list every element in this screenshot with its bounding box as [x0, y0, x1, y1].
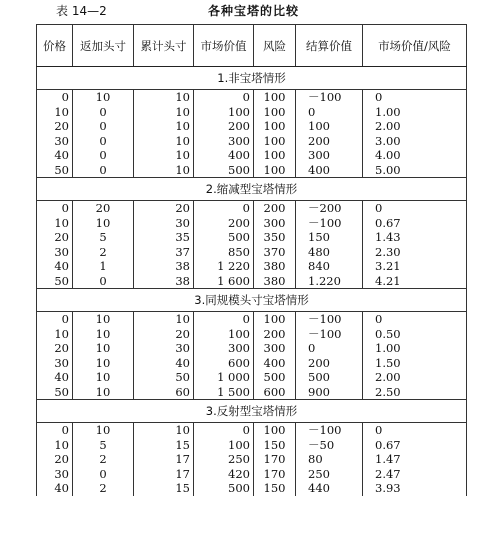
added-position-cell: 2 [73, 481, 134, 496]
added-position-cell: 2 [73, 245, 134, 260]
price-cell: 20 [37, 230, 73, 245]
cumulative-position-cell: 10 [134, 134, 194, 149]
added-position-cell: 5 [73, 438, 134, 453]
price-cell: 20 [37, 119, 73, 134]
market-value-cell: 200 [194, 216, 254, 231]
price-cell: 30 [37, 356, 73, 371]
cumulative-position-cell: 50 [134, 370, 194, 385]
cumulative-position-cell: 15 [134, 481, 194, 496]
market-value-cell: 100 [194, 327, 254, 342]
settlement-value-cell: 200 [296, 134, 363, 149]
cumulative-position-cell: 10 [134, 163, 194, 178]
section-title: 2.缩减型宝塔情形 [37, 178, 467, 201]
price-cell: 40 [37, 148, 73, 163]
risk-cell: 100 [254, 163, 296, 178]
header-row [37, 25, 467, 67]
settlement-value-cell: －100 [296, 312, 363, 327]
added-position-cell: 20 [73, 201, 134, 216]
settlement-value-cell: 1.220 [296, 274, 363, 289]
cumulative-position-cell: 15 [134, 438, 194, 453]
cumulative-position-cell: 20 [134, 201, 194, 216]
settlement-value-cell: 250 [296, 467, 363, 482]
market-value-cell: 500 [194, 230, 254, 245]
table-row [37, 481, 467, 496]
risk-cell: 150 [254, 481, 296, 496]
settlement-value-cell: －200 [296, 201, 363, 216]
value-risk-ratio-cell: 3.00 [363, 134, 467, 149]
market-value-cell: 0 [194, 423, 254, 438]
added-position-cell: 0 [73, 163, 134, 178]
value-risk-ratio-cell: 2.00 [363, 370, 467, 385]
added-position-cell: 10 [73, 90, 134, 105]
table-row [37, 163, 467, 178]
section-title: 3.反射型宝塔情形 [37, 400, 467, 423]
table-body [37, 67, 467, 496]
price-cell: 40 [37, 481, 73, 496]
added-position-cell: 5 [73, 230, 134, 245]
added-position-cell: 0 [73, 148, 134, 163]
added-position-cell: 0 [73, 467, 134, 482]
price-cell: 20 [37, 452, 73, 467]
table-row [37, 370, 467, 385]
added-position-cell: 10 [73, 423, 134, 438]
risk-cell: 100 [254, 148, 296, 163]
added-position-cell: 10 [73, 356, 134, 371]
settlement-value-cell: －50 [296, 438, 363, 453]
cumulative-position-cell: 10 [134, 148, 194, 163]
added-position-cell: 1 [73, 259, 134, 274]
settlement-value-cell: 0 [296, 341, 363, 356]
value-risk-ratio-cell: 0 [363, 312, 467, 327]
risk-cell: 200 [254, 327, 296, 342]
value-risk-ratio-cell: 1.47 [363, 452, 467, 467]
price-cell: 10 [37, 327, 73, 342]
risk-cell: 100 [254, 90, 296, 105]
risk-cell: 100 [254, 105, 296, 120]
market-value-cell: 0 [194, 90, 254, 105]
price-cell: 0 [37, 423, 73, 438]
price-cell: 0 [37, 201, 73, 216]
section-title: 1.非宝塔情形 [37, 67, 467, 90]
section-header-row [37, 67, 467, 90]
added-position-cell: 0 [73, 274, 134, 289]
risk-cell: 350 [254, 230, 296, 245]
table-row [37, 90, 467, 105]
value-risk-ratio-cell: 2.30 [363, 245, 467, 260]
table-row [37, 312, 467, 327]
settlement-value-cell: 100 [296, 119, 363, 134]
table-row [37, 423, 467, 438]
value-risk-ratio-cell: 0 [363, 90, 467, 105]
value-risk-ratio-cell: 4.21 [363, 274, 467, 289]
value-risk-ratio-cell: 1.00 [363, 341, 467, 356]
value-risk-ratio-cell: 1.00 [363, 105, 467, 120]
section-title: 3.同规模头寸宝塔情形 [37, 289, 467, 312]
header-market-value: 市场价值 [194, 25, 254, 67]
risk-cell: 150 [254, 438, 296, 453]
risk-cell: 170 [254, 452, 296, 467]
table-row [37, 327, 467, 342]
added-position-cell: 0 [73, 119, 134, 134]
value-risk-ratio-cell: 3.93 [363, 481, 467, 496]
risk-cell: 100 [254, 423, 296, 438]
pyramid-comparison-table [36, 24, 467, 496]
risk-cell: 100 [254, 119, 296, 134]
market-value-cell: 500 [194, 481, 254, 496]
table-title: 各种宝塔的比较 [208, 4, 300, 18]
risk-cell: 300 [254, 341, 296, 356]
value-risk-ratio-cell: 2.50 [363, 385, 467, 400]
market-value-cell: 400 [194, 148, 254, 163]
cumulative-position-cell: 17 [134, 452, 194, 467]
table-row [37, 259, 467, 274]
table-row [37, 452, 467, 467]
added-position-cell: 0 [73, 105, 134, 120]
price-cell: 40 [37, 259, 73, 274]
cumulative-position-cell: 38 [134, 274, 194, 289]
price-cell: 40 [37, 370, 73, 385]
market-value-cell: 300 [194, 341, 254, 356]
price-cell: 0 [37, 90, 73, 105]
table-row [37, 245, 467, 260]
added-position-cell: 10 [73, 327, 134, 342]
added-position-cell: 10 [73, 312, 134, 327]
price-cell: 0 [37, 312, 73, 327]
value-risk-ratio-cell: 2.00 [363, 119, 467, 134]
cumulative-position-cell: 35 [134, 230, 194, 245]
risk-cell: 100 [254, 312, 296, 327]
cumulative-position-cell: 30 [134, 216, 194, 231]
value-risk-ratio-cell: 0 [363, 201, 467, 216]
table-row [37, 148, 467, 163]
price-cell: 10 [37, 105, 73, 120]
settlement-value-cell: 500 [296, 370, 363, 385]
header-added-position: 返加头寸 [73, 25, 134, 67]
table-row [37, 201, 467, 216]
cumulative-position-cell: 10 [134, 90, 194, 105]
value-risk-ratio-cell: 5.00 [363, 163, 467, 178]
price-cell: 30 [37, 467, 73, 482]
settlement-value-cell: 80 [296, 452, 363, 467]
table-row [37, 216, 467, 231]
settlement-value-cell: －100 [296, 327, 363, 342]
cumulative-position-cell: 60 [134, 385, 194, 400]
value-risk-ratio-cell: 0.67 [363, 216, 467, 231]
risk-cell: 500 [254, 370, 296, 385]
cumulative-position-cell: 37 [134, 245, 194, 260]
market-value-cell: 100 [194, 105, 254, 120]
settlement-value-cell: 400 [296, 163, 363, 178]
added-position-cell: 10 [73, 385, 134, 400]
price-cell: 20 [37, 341, 73, 356]
header-value-risk-ratio: 市场价值/风险 [363, 25, 467, 67]
settlement-value-cell: 900 [296, 385, 363, 400]
table-row [37, 105, 467, 120]
cumulative-position-cell: 10 [134, 119, 194, 134]
table-row [37, 467, 467, 482]
price-cell: 10 [37, 216, 73, 231]
market-value-cell: 1 220 [194, 259, 254, 274]
market-value-cell: 0 [194, 312, 254, 327]
table-row [37, 230, 467, 245]
header-settlement-value: 结算价值 [296, 25, 363, 67]
price-cell: 50 [37, 385, 73, 400]
risk-cell: 380 [254, 274, 296, 289]
risk-cell: 380 [254, 259, 296, 274]
cumulative-position-cell: 10 [134, 105, 194, 120]
cumulative-position-cell: 17 [134, 467, 194, 482]
market-value-cell: 250 [194, 452, 254, 467]
value-risk-ratio-cell: 1.43 [363, 230, 467, 245]
market-value-cell: 300 [194, 134, 254, 149]
value-risk-ratio-cell: 0.67 [363, 438, 467, 453]
market-value-cell: 500 [194, 163, 254, 178]
market-value-cell: 1 000 [194, 370, 254, 385]
section-header-row [37, 289, 467, 312]
cumulative-position-cell: 30 [134, 341, 194, 356]
risk-cell: 100 [254, 134, 296, 149]
settlement-value-cell: －100 [296, 216, 363, 231]
price-cell: 30 [37, 245, 73, 260]
header-risk: 风险 [254, 25, 296, 67]
settlement-value-cell: 440 [296, 481, 363, 496]
settlement-value-cell: －100 [296, 423, 363, 438]
table-number: 表 14—2 [56, 4, 107, 18]
value-risk-ratio-cell: 0 [363, 423, 467, 438]
market-value-cell: 600 [194, 356, 254, 371]
settlement-value-cell: 150 [296, 230, 363, 245]
section-header-row [37, 400, 467, 423]
added-position-cell: 10 [73, 341, 134, 356]
value-risk-ratio-cell: 1.50 [363, 356, 467, 371]
added-position-cell: 2 [73, 452, 134, 467]
market-value-cell: 850 [194, 245, 254, 260]
cumulative-position-cell: 40 [134, 356, 194, 371]
price-cell: 50 [37, 274, 73, 289]
table-row [37, 356, 467, 371]
market-value-cell: 0 [194, 201, 254, 216]
value-risk-ratio-cell: 2.47 [363, 467, 467, 482]
price-cell: 30 [37, 134, 73, 149]
table-row [37, 438, 467, 453]
table-caption [0, 0, 486, 22]
added-position-cell: 10 [73, 216, 134, 231]
value-risk-ratio-cell: 4.00 [363, 148, 467, 163]
section-header-row [37, 178, 467, 201]
cumulative-position-cell: 10 [134, 423, 194, 438]
table-row [37, 134, 467, 149]
settlement-value-cell: 300 [296, 148, 363, 163]
cumulative-position-cell: 38 [134, 259, 194, 274]
added-position-cell: 0 [73, 134, 134, 149]
risk-cell: 370 [254, 245, 296, 260]
market-value-cell: 100 [194, 438, 254, 453]
settlement-value-cell: 0 [296, 105, 363, 120]
settlement-value-cell: 840 [296, 259, 363, 274]
risk-cell: 170 [254, 467, 296, 482]
price-cell: 50 [37, 163, 73, 178]
settlement-value-cell: 480 [296, 245, 363, 260]
table-row [37, 274, 467, 289]
market-value-cell: 1 500 [194, 385, 254, 400]
added-position-cell: 10 [73, 370, 134, 385]
price-cell: 10 [37, 438, 73, 453]
cumulative-position-cell: 10 [134, 312, 194, 327]
risk-cell: 200 [254, 201, 296, 216]
table-row [37, 341, 467, 356]
value-risk-ratio-cell: 3.21 [363, 259, 467, 274]
header-cumulative-position: 累计头寸 [134, 25, 194, 67]
settlement-value-cell: 200 [296, 356, 363, 371]
header-price: 价格 [37, 25, 73, 67]
market-value-cell: 420 [194, 467, 254, 482]
risk-cell: 400 [254, 356, 296, 371]
settlement-value-cell: －100 [296, 90, 363, 105]
cumulative-position-cell: 20 [134, 327, 194, 342]
table-row [37, 119, 467, 134]
risk-cell: 300 [254, 216, 296, 231]
market-value-cell: 1 600 [194, 274, 254, 289]
value-risk-ratio-cell: 0.50 [363, 327, 467, 342]
risk-cell: 600 [254, 385, 296, 400]
table-row [37, 385, 467, 400]
market-value-cell: 200 [194, 119, 254, 134]
